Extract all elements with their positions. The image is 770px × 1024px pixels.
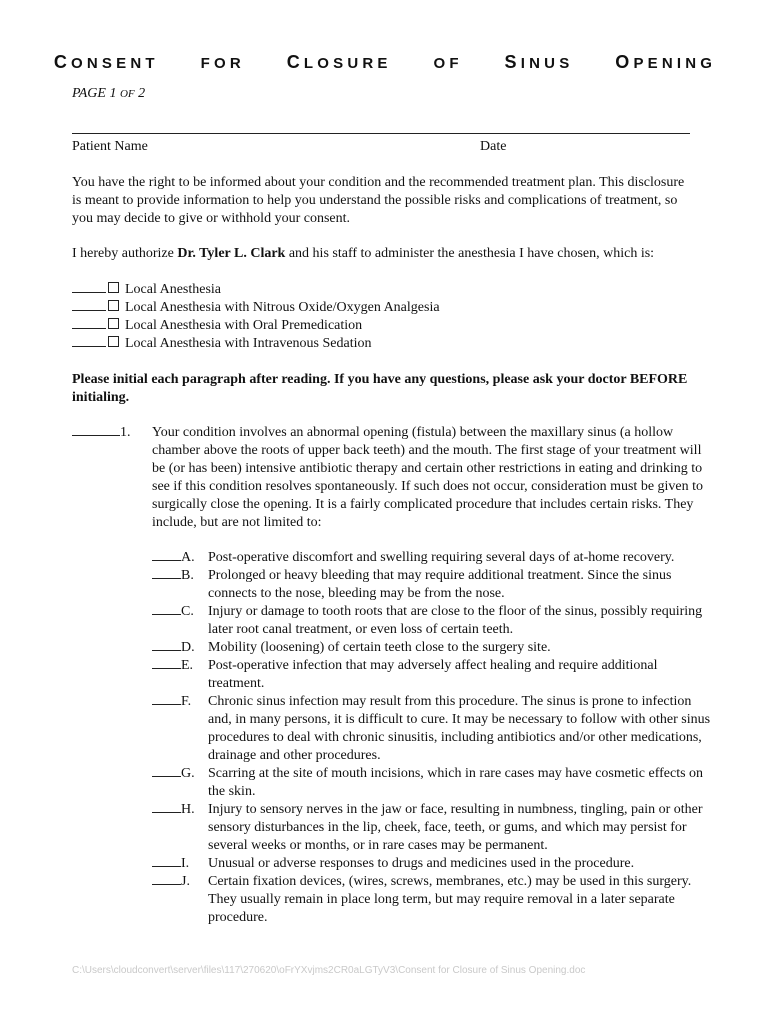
initial-blank[interactable] [152, 549, 181, 561]
initial-blank[interactable] [152, 603, 181, 615]
authorization-paragraph [72, 245, 697, 263]
risk-text: Unusual or adverse responses to drugs and medicines used in the procedure. [208, 856, 635, 871]
anesthesia-options [72, 281, 440, 353]
page-total: 2 [138, 86, 146, 101]
initial-blank[interactable] [152, 639, 181, 651]
signature-line[interactable] [72, 133, 690, 134]
risk-list [152, 549, 712, 927]
risk-item [152, 801, 712, 855]
risk-text: Certain fixation devices, (wires, screws, membranes, etc.) may be used in this surgery. They usually remain in place long term, but may require removal in a later separate procedure. [208, 874, 692, 925]
risk-letter: D. [181, 640, 195, 655]
risk-item [152, 549, 712, 567]
initial-blank[interactable] [72, 281, 106, 293]
checkbox[interactable] [108, 282, 119, 293]
paragraph-item-1 [72, 424, 712, 532]
risk-item [152, 657, 712, 693]
item-text: Your condition involves an abnormal opening (fistula) between the maxillary sinus (a hollow chamber above the roots of upper back teeth) and the mouth. The first stage of your treatment will be (or has been) intensive antibiotic therapy and certain other restrictions in eating and drinking to see if this condition resolves spontaneously. If such does not occur, consideration must be given to surgically close the opening. It is a fairly complicated procedure that includes certain risks. They include, but are not limited to: [152, 425, 704, 530]
initial-blank[interactable] [72, 317, 106, 329]
item-lead [72, 424, 131, 442]
instruction-text: Please initial each paragraph after reading. If you have any questions, please ask your doctor BEFORE initialing. [72, 372, 688, 405]
risk-item [152, 855, 712, 873]
authorization-suffix: and his staff to administer the anesthesia I have chosen, which is: [285, 246, 655, 261]
initial-blank[interactable] [72, 424, 120, 436]
anesthesia-option [72, 317, 440, 335]
initial-blank[interactable] [152, 855, 181, 867]
anesthesia-option [72, 281, 440, 299]
risk-item [152, 693, 712, 765]
option-label: Local Anesthesia [125, 282, 222, 297]
risk-text: Post-operative discomfort and swelling requiring several days of at-home recovery. [208, 550, 675, 565]
risk-text: Mobility (loosening) of certain teeth close to the surgery site. [208, 640, 551, 655]
title-word: SINUS [504, 52, 574, 72]
risk-item [152, 639, 712, 657]
option-label: Local Anesthesia with Intravenous Sedation [125, 336, 372, 351]
risk-text: Injury to sensory nerves in the jaw or face, resulting in numbness, tingling, pain or other sensory disturbances in the lip, cheek, face, teeth, or gums, and which may persist for several weeks or months, or in rare cases may be permanent. [208, 802, 703, 853]
title-word: CONSENT [53, 52, 159, 72]
checkbox[interactable] [108, 300, 119, 311]
initial-blank[interactable] [152, 567, 181, 579]
anesthesia-option [72, 335, 440, 353]
page-number [72, 86, 145, 102]
initial-blank[interactable] [72, 335, 106, 347]
title-word: OPENING [615, 52, 717, 72]
risk-text: Post-operative infection that may adversely affect healing and require additional treatment. [208, 658, 658, 691]
anesthesia-option [72, 299, 440, 317]
title-word: OF [433, 55, 463, 72]
risk-item [152, 765, 712, 801]
initial-blank[interactable] [152, 657, 181, 669]
risk-item [152, 873, 712, 927]
initial-blank[interactable] [152, 693, 181, 705]
initial-blank[interactable] [152, 873, 181, 885]
intro-paragraph: You have the right to be informed about your condition and the recommended treatment plan. This disclosure is meant to provide information to help you understand the possible risks and complications of treatment, so you may decide to give or withhold your consent. [72, 175, 685, 226]
page-label: PAGE [72, 86, 106, 101]
doctor-name: Dr. Tyler L. Clark [177, 246, 286, 261]
patient-name-label: Patient Name [72, 139, 148, 154]
risk-letter: G. [181, 766, 195, 781]
risk-item [152, 603, 712, 639]
option-label: Local Anesthesia with Oral Premedication [125, 318, 363, 333]
risk-item [152, 567, 712, 603]
risk-letter: B. [181, 568, 194, 583]
document-title [0, 52, 770, 73]
page-current: 1 [109, 86, 117, 101]
risk-letter: F. [181, 694, 192, 709]
title-word: CLOSURE [286, 52, 392, 72]
risk-letter: E. [181, 658, 194, 673]
checkbox[interactable] [108, 336, 119, 347]
item-number: 1. [120, 425, 131, 440]
initial-blank[interactable] [152, 765, 181, 777]
risk-letter: I. [181, 856, 190, 871]
checkbox[interactable] [108, 318, 119, 329]
risk-letter: H. [181, 802, 195, 817]
option-label: Local Anesthesia with Nitrous Oxide/Oxygen Analgesia [125, 300, 440, 315]
risk-letter: J. [181, 874, 190, 889]
initial-blank[interactable] [152, 801, 181, 813]
risk-text: Scarring at the site of mouth incisions, which in rare cases may have cosmetic effects on the skin. [208, 766, 704, 799]
authorization-prefix: I hereby authorize [72, 246, 178, 261]
page-of: OF [119, 88, 135, 100]
initial-blank[interactable] [72, 299, 106, 311]
risk-text: Chronic sinus infection may result from this procedure. The sinus is prone to infection and, in many persons, it is difficult to cure. It may be necessary to follow with other sinus procedures to deal with chronic sinusitis, including antibiotics and/or other medications, drainage and other procedures. [208, 694, 711, 763]
file-path-footer: C:\Users\cloudconvert\server\files\117\270620\oFrYXvjms2CR0aLGTyV3\Consent for Closure of Sinus Opening.doc [72, 965, 586, 976]
risk-letter: A. [181, 550, 195, 565]
risk-text: Injury or damage to tooth roots that are close to the floor of the sinus, possibly requiring later root canal treatment, or even loss of certain teeth. [208, 604, 703, 637]
risk-text: Prolonged or heavy bleeding that may require additional treatment. Since the sinus connects to the nose, bleeding may be from the nose. [208, 568, 672, 601]
date-label: Date [480, 139, 507, 154]
risk-letter: C. [181, 604, 194, 619]
title-word: FOR [200, 55, 245, 72]
